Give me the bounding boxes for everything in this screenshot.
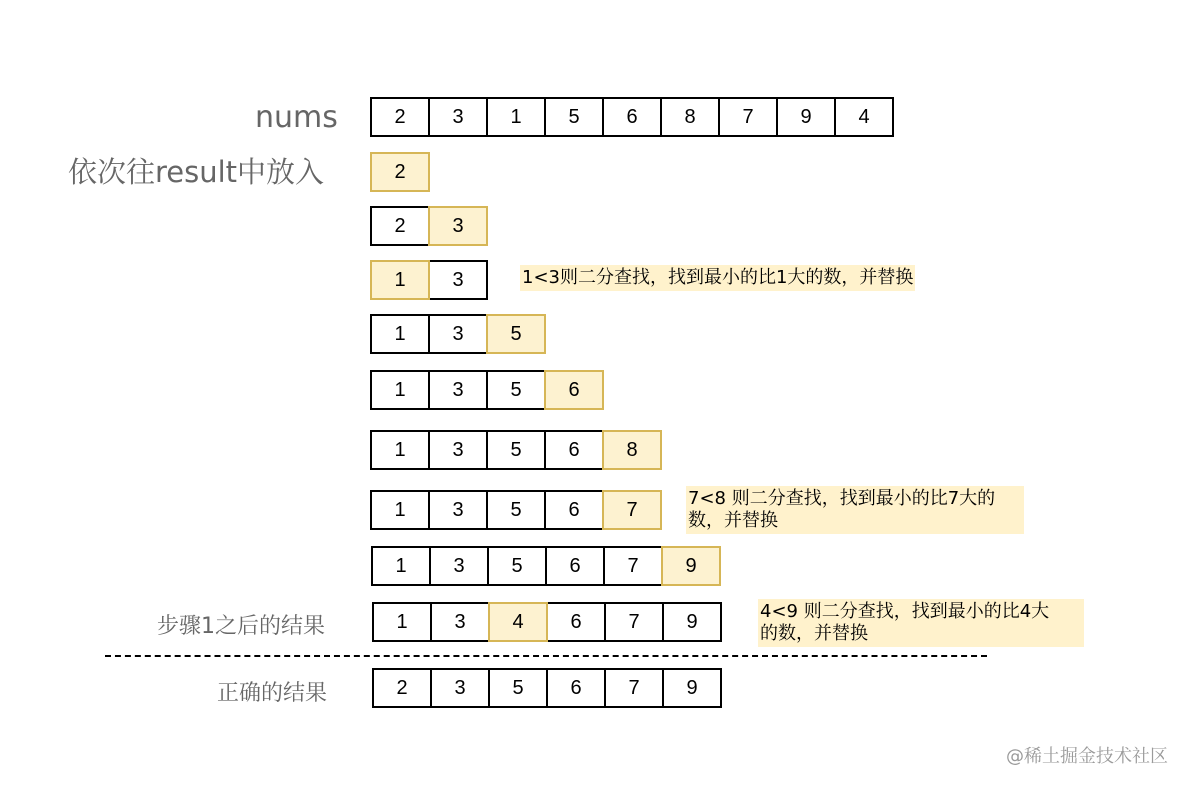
array-cell: 5 — [544, 97, 604, 137]
array-cell: 9 — [662, 668, 722, 708]
array-cell: 7 — [604, 602, 664, 642]
result-row-step-3 — [370, 260, 486, 300]
array-cell: 9 — [662, 602, 722, 642]
array-cell-highlighted: 1 — [370, 260, 430, 300]
label-correct: 正确的结果 — [217, 681, 328, 706]
label-insert: 依次往result中放入 — [68, 155, 325, 189]
array-cell: 3 — [429, 546, 489, 586]
array-cell: 5 — [486, 370, 546, 410]
array-cell: 3 — [428, 97, 488, 137]
array-cell: 1 — [370, 490, 430, 530]
array-cell: 6 — [602, 97, 662, 137]
array-cell: 2 — [370, 97, 430, 137]
result-row-step-5 — [370, 370, 602, 410]
array-cell: 1 — [486, 97, 546, 137]
array-cell-highlighted: 7 — [602, 490, 662, 530]
array-cell: 5 — [487, 546, 547, 586]
array-cell: 3 — [428, 490, 488, 530]
note-replace-7 — [686, 486, 1024, 534]
result-row-step-7 — [370, 490, 660, 530]
array-cell: 6 — [544, 430, 604, 470]
array-cell: 5 — [486, 490, 546, 530]
note-replace-7-line1: 7<8 则二分查找，找到最小的比7大的 — [688, 488, 996, 509]
array-cell: 5 — [486, 430, 546, 470]
array-cell: 7 — [603, 546, 663, 586]
result-row-step-8 — [371, 546, 719, 586]
array-cell-highlighted: 2 — [370, 152, 430, 192]
array-cell: 6 — [544, 490, 604, 530]
nums-array-row — [370, 97, 892, 137]
label-after-step1: 步骤1之后的结果 — [157, 614, 325, 639]
array-cell: 1 — [371, 546, 431, 586]
dashed-separator — [105, 655, 987, 657]
array-cell: 6 — [545, 546, 605, 586]
array-cell-highlighted: 9 — [661, 546, 721, 586]
result-row-after-step1 — [372, 602, 720, 642]
result-row-step-4 — [370, 314, 544, 354]
note-replace-1-text: 1<3则二分查找，找到最小的比1大的数，并替换 — [522, 267, 914, 288]
array-cell: 6 — [546, 668, 606, 708]
watermark: @稀土掘金技术社区 — [1006, 746, 1168, 767]
array-cell: 1 — [370, 430, 430, 470]
result-row-step-6 — [370, 430, 660, 470]
array-cell: 2 — [370, 206, 430, 246]
array-cell-highlighted: 5 — [486, 314, 546, 354]
result-row-correct — [372, 668, 720, 708]
array-cell: 4 — [834, 97, 894, 137]
array-cell-highlighted: 3 — [428, 206, 488, 246]
array-cell-highlighted: 4 — [488, 602, 548, 642]
array-cell: 3 — [430, 668, 490, 708]
array-cell: 7 — [718, 97, 778, 137]
array-cell: 7 — [604, 668, 664, 708]
note-replace-4-line1: 4<9 则二分查找，找到最小的比4大 — [760, 601, 1050, 622]
result-row-step-2 — [370, 206, 486, 246]
array-cell: 1 — [370, 314, 430, 354]
array-cell: 1 — [370, 370, 430, 410]
note-replace-4 — [758, 599, 1084, 647]
array-cell: 3 — [430, 602, 490, 642]
array-cell: 5 — [488, 668, 548, 708]
array-cell: 3 — [428, 260, 488, 300]
note-replace-4-line2: 的数，并替换 — [760, 623, 868, 644]
array-cell: 9 — [776, 97, 836, 137]
note-replace-1 — [520, 265, 915, 291]
note-replace-7-line2: 数，并替换 — [688, 510, 778, 531]
array-cell: 3 — [428, 314, 488, 354]
array-cell: 6 — [546, 602, 606, 642]
result-row-step-1 — [370, 152, 428, 192]
array-cell: 3 — [428, 430, 488, 470]
array-cell: 2 — [372, 668, 432, 708]
array-cell: 8 — [660, 97, 720, 137]
array-cell-highlighted: 8 — [602, 430, 662, 470]
array-cell: 3 — [428, 370, 488, 410]
array-cell-highlighted: 6 — [544, 370, 604, 410]
array-cell: 1 — [372, 602, 432, 642]
label-nums: nums — [255, 100, 338, 135]
